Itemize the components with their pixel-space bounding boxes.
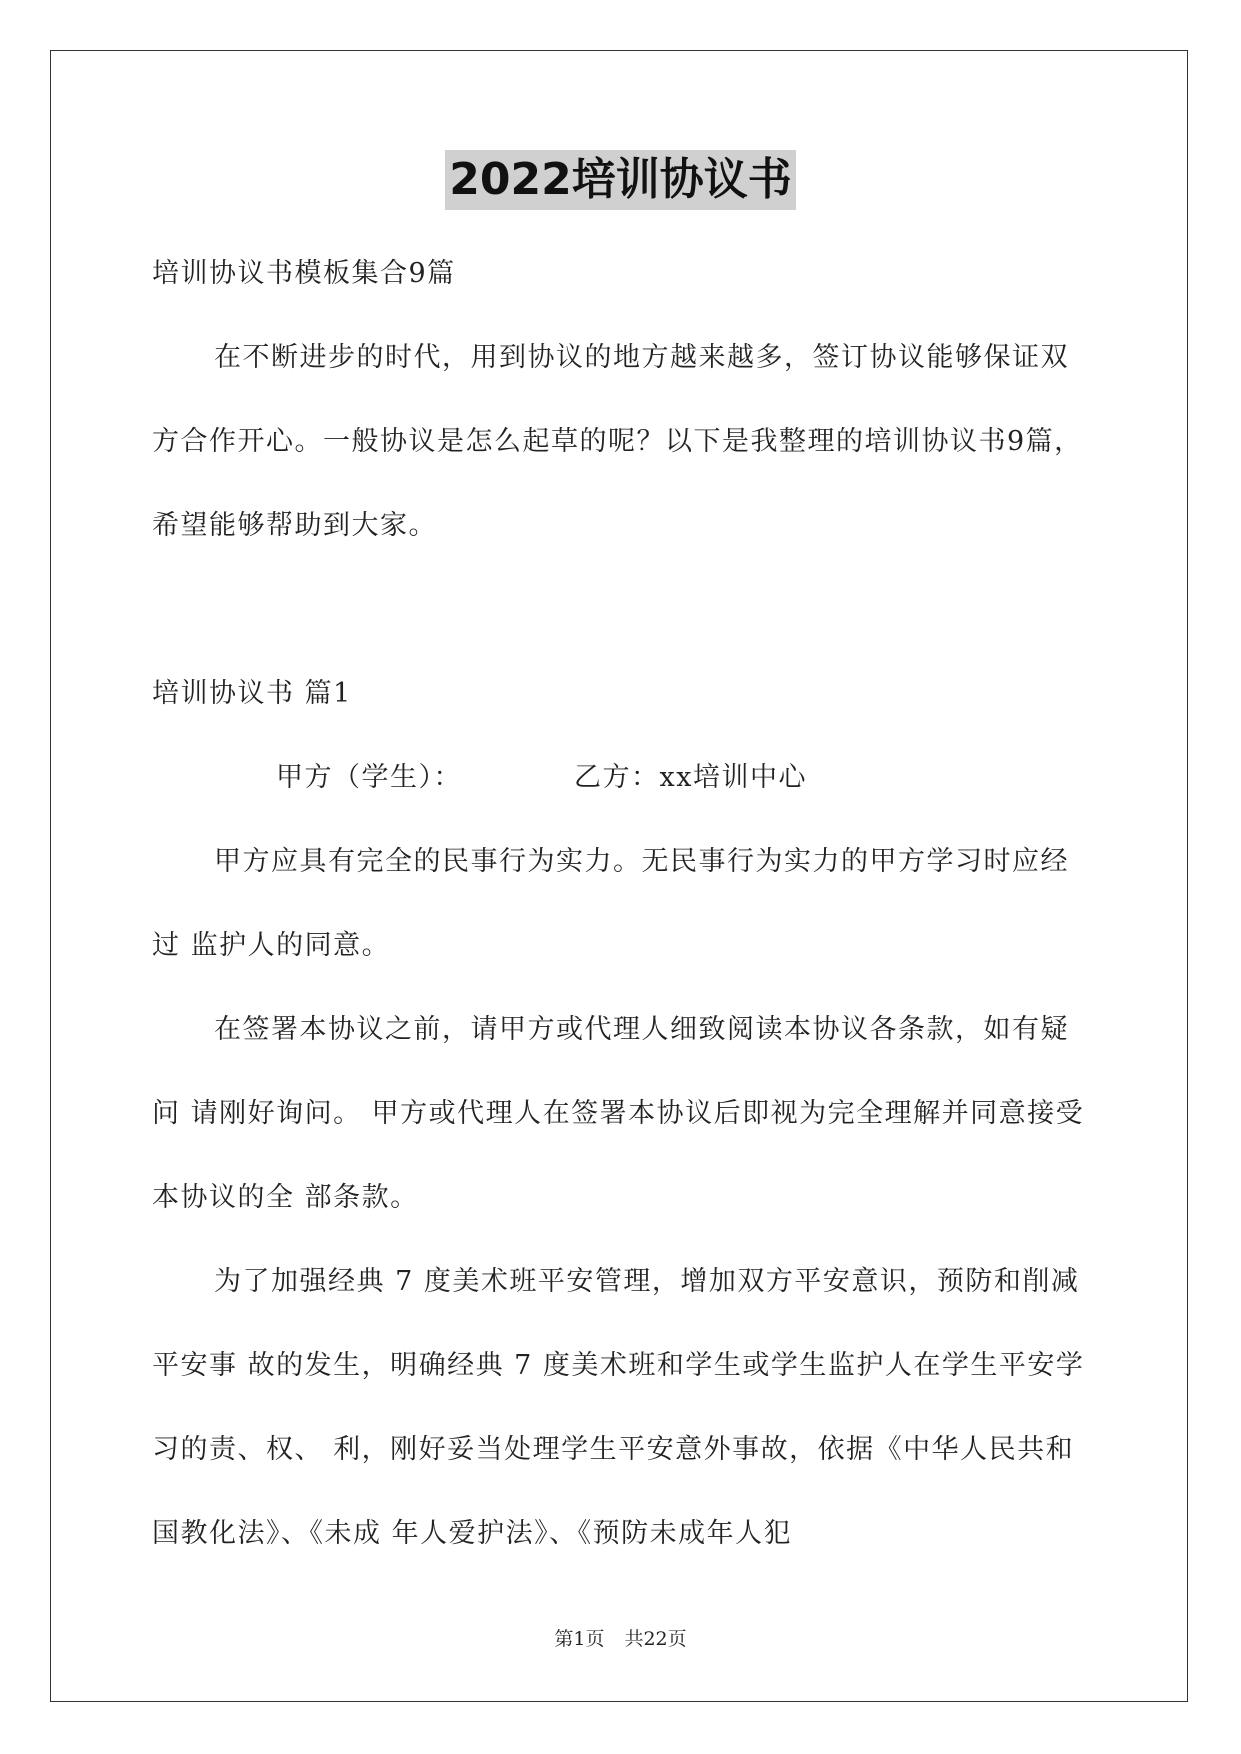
- page-number: 第1页: [554, 1628, 605, 1650]
- title-container: [0, 150, 1241, 210]
- paragraph-spacer: [152, 568, 1092, 652]
- document-title: 2022培训协议书: [445, 150, 795, 210]
- party-a-label: 甲方（学生）：: [276, 762, 462, 793]
- section-heading: 培训协议书 篇1: [152, 678, 352, 709]
- page-footer: [0, 1624, 1241, 1651]
- body-paragraph: 为了加强经典 7 度美术班平安管理，增加双方平安意识，预防和削减平安事 故的发生，明确经典 7 度美术班和学生或学生监护人在学生平安学习的责、权、 利，刚好妥当处理学生平安意外事故，依据《中华人民共和国教化法》、《未成 年人爱护法》、《预防未成年人犯: [152, 1266, 1085, 1549]
- party-b-label: 乙方：xx培训中心: [574, 762, 807, 793]
- body-paragraph: 甲方应具有完全的民事行为实力。无民事行为实力的甲方学习时应经过 监护人的同意。: [152, 846, 1069, 961]
- document-body: [152, 232, 1092, 1576]
- parties-line: [152, 736, 1092, 820]
- body-paragraph: 在签署本协议之前，请甲方或代理人细致阅读本协议各条款，如有疑问 请刚好询问。 甲方或代理人在签署本协议后即视为完全理解并同意接受本协议的全 部条款。: [152, 1014, 1085, 1213]
- document-subtitle: 培训协议书模板集合9篇: [152, 258, 456, 289]
- page-total: 共22页: [624, 1628, 687, 1650]
- intro-paragraph: 在不断进步的时代，用到协议的地方越来越多，签订协议能够保证双方合作开心。一般协议是怎么起草的呢？以下是我整理的培训协议书9篇，希望能够帮助到大家。: [152, 342, 1083, 541]
